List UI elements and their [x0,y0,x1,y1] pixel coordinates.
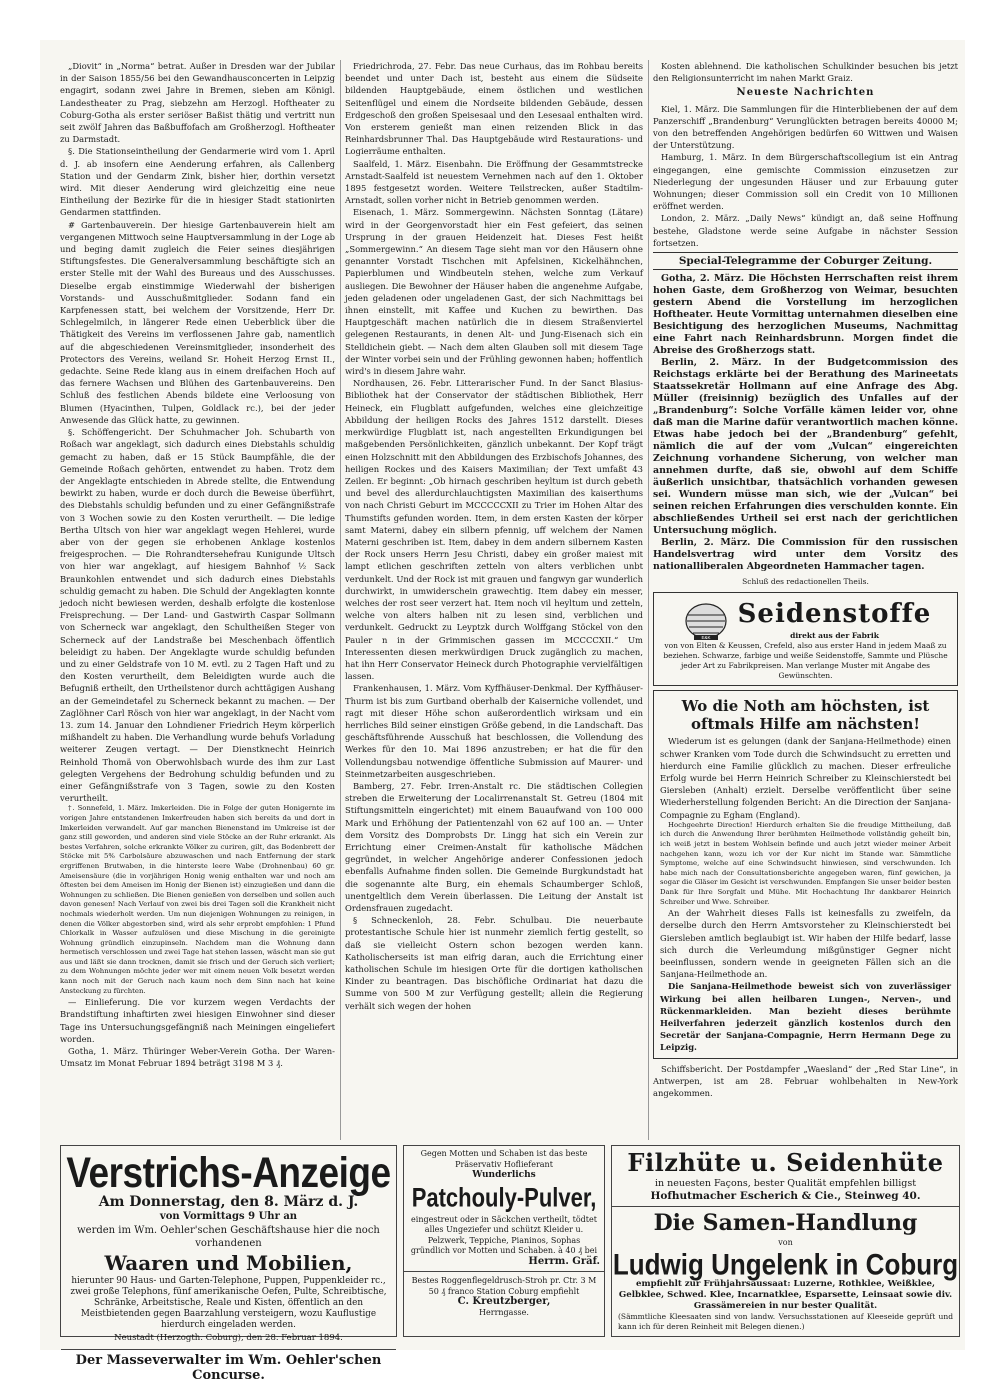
article-gotha-weber-verein: Gotha, 1. März. Thüringer Weber-Verein Gotha. Der Waren-Umsatz im Monat Februar 1894 beträgt 3198 M 3 ₰. [60,1046,335,1069]
article-einlieferung: — Einlieferung. Die vor kurzem wegen Verdachts der Brandstiftung inhaftirten zwei hiesigen Einwohner sind dieser Tage ins Untersuchungsgefängniß nach Meiningen eingeliefert worden. [60,997,335,1044]
news-hamburg: Hamburg, 1. März. In dem Bürgerschaftscollegium ist ein Antrag eingegangen, eine gemischte Commission einzusetzen zur Niederlegung der ungesunden Häuser und zur Erbauung guter Wohnungen; dieser Commission soll ein Credit von 10 Millionen eröffnet werden. [653,152,958,212]
ad-stroh-text: Bestes Roggenflegeldrusch-Stroh pr. Ctr. 3 M 50 ₰ franco Station Coburg empfiehlt [411,1276,597,1296]
ad-filzhuete-samen [611,1145,960,1337]
column-left [60,60,335,1140]
telegram-berlin-handelsvertrag: Berlin, 2. März. Die Commission für den russischen Handelsvertrag wird unter dem Vorsitz des nationalliberalen Abgeordneten Hammacher tagen. [653,537,958,573]
ad-samen-company: Ludwig Ungelenk in Coburg [612,1246,959,1282]
column-divider [340,60,341,1140]
end-editorial-mark: Schluß des redactionellen Theils. [742,577,869,587]
ad-sanjana-p1: Wiederum ist es gelungen (dank der Sanjana-Heilmethode) einen schwer Kranken vom Tode durch die Schwindsucht zu erretten und hierdurch eine Familie glücklich zu machen. Dieser erfreuliche Erfolg wurde bei Herrn Heinrich Schreiber zu Kleinschierstedt bei Giersleben (Anhalt) erzielt. Derselbe veröffentlicht über seine Wiederherstellung folgenden Bericht: An die Direction der Sanjana-Compagnie zu Egham (England). [660,736,951,820]
news-kiel: Kiel, 1. März. Die Sammlungen für die Hinterbliebenen der auf dem Panzerschiff „Brandenburg“ Verunglückten betragen bereits 40000 M; von den betreffenden Angehörigen bedürfen 60 Wittwen und Waisen der Unterstützung. [653,103,958,151]
column-divider [648,60,649,1140]
ad-patchouly-pulver [403,1145,605,1337]
ad-verstrich-goods: Waaren und Mobilien, [104,1251,353,1275]
ad-seidenstoffe-header [660,597,951,641]
telegram-gotha: Gotha, 2. März. Die Höchsten Herrschaften reist ihrem hohen Gaste, dem Großherzog von Weimar, besuchten gestern Abend die Vorstellung im herzoglichen Hoftheater. Heute Vormittag unternahmen dieselben eine Besichtigung des herzoglichen Museums, Nachmittag eine Fahrt nach Reinhardsbrunn. Morgen findet die Abreise des Großherzogs statt. [653,273,958,357]
ad-seidenstoffe [653,592,958,686]
ad-samen-note: (Sämmtliche Kleesaaten sind von landw. Versuchsstationen auf Kleeseide geprüft und kann ich für deren Reinheit mit Belegen dienen.) [618,1312,953,1331]
article-gendarmerie: §. Die Stationseintheilung der Gendarmerie wird vom 1. April d. J. ab insofern eine Aenderung erfahren, als Callenberg Station und der Gendarm Zink, bisher hier, dorthin versetzt wird. Mit dieser Aenderung wird gleichzeitig eine neue Eintheilung der Bezirke für die in hiesiger Stadt stationirten Gendarmen stattfinden. [60,146,335,218]
article-eisenach: Eisenach, 1. März. Sommergewinn. Nächsten Sonntag (Lätare) wird in der Georgenvorstadt hier ein Fest gefeiert, das seinen Ursprung in der grauen Heidenzeit hat. Dieses Fest heißt „Sommergewinn.“ An diesem Tage sieht man vor den Häusern ohne genannter Vorstadt Tischchen mit Apfelsinen, Kickelhähnchen, Papierblumen und Windbeuteln stehen, welche zum Verkauf ausliegen. Die Bewohner der Häuser haben die angenehme Aufgabe, jeden geladenen oder ungeladenen Gast, der sich Nachmittags bei ihnen einstellt, mit Kaffee und Kuchen zu bewirthen. Das Hauptgeschäft machen natürlich die in diesem Straßenviertel gelegenen Restaurants, in denen Alt- und Jung-Eisenach sich ein Stelldichein giebt. — Nach dem alten Glauben soll mit diesem Tage der Winter vorbei sein und der Frühling gewonnen haben; hoffentlich wird's in diesem Jahre wahr. [345,207,643,377]
newspaper-page [40,40,965,1383]
ad-stroh-dealer: C. Kreutzberger, [457,1296,551,1307]
news-london: London, 2. März. „Daily News“ kündigt an, daß seine Hoffnung bestehe, Gladstone werde seine Aufgabe in nächster Session fortsetzen. [653,213,958,248]
ad-sanjana-letter: Hochgeehrte Direction! Hierdurch erhalten Sie die freudige Mittheilung, daß ich durch die Anwendung Ihrer berühmten Heilmethode vollständig geheilt bin, ich weiß jetzt in bestem Wohlsein befinde und auch jetzt wieder meiner Arbeit nachgehen kann, wozu ich vor der Kur nicht im Stande war. Sämmtliche Symptome, welche auf eine Schwindsucht hinwiesen, sind verschwunden. Ich habe mich nach der Consultationsberichte angegeben waren, fünf gewichen, ja sogar die Gläser im Gesicht ist verschwunden. Empfangen Sie unser beider besten Dank für Ihre Sorgfalt und Mühe. Mit Hochachtung Ihr dankbarer Heinrich Schreiber und Wwe. Schreiber. [660,820,951,906]
ad-patchouly-dealer: Herrm. Gräf. [528,1255,600,1267]
column-right [653,60,958,1170]
article-saalfeld: Saalfeld, 1. März. Eisenbahn. Die Eröffnung der Gesammtstrecke Arnstadt-Saalfeld ist neuestem Vernehmen nach auf den 1. Oktober 1895 festgesetzt worden. Weitere Teilstrecken, außer Stadtilm-Arnstadt, sollen vorher nicht in Betrieb genommen werden. [345,158,643,206]
article-schneckenloh: § Schneckenloh, 28. Febr. Schulbau. Die neuerbaute protestantische Schule hier ist nunmehr ziemlich fertig gestellt, so daß sie vielleicht Ostern schon bezogen werden kann. Katholischerseits ist man eifrig daran, auch die Errichtung einer katholischen Schule im hiesigen Orte für die dortigen katholischen Kinder zu beantragen. Das bischöfliche Ordinariat hat dazu die Summe von 500 M zur Verfügung gestellt; allein die Regierung verhält sich wegen der hohen [345,915,643,1011]
ad-filzhuete-text: in neuesten Façons, bester Qualität empfehlen billigst [654,1178,917,1189]
article-schule-kosten: Kosten ablehnend. Die katholischen Schulkinder besuchen bis jetzt den Religionsunterricht im nahen Markt Graiz. [653,61,958,84]
ad-sanjana [653,690,958,1058]
article-friedrichroda: Friedrichroda, 27. Febr. Das neue Curhaus, das im Rohbau bereits beendet und unter Dach ist, besteht aus einem die Südseite bildenden Hauptgebäude, einem östlichen und westlichen Seitenflügel und einem die Nordseite bildenden Gebäude, dessen Erdgeschoß den großen Speisesaal und den Lesesaal enthalten wird. Von ersterem genießt man einen reizenden Blick in das Reinhardsbrunner Thal. Das Hauptgebäude wird Restaurations- und Logierräume enthalten. [345,61,643,157]
ad-filzhuete-title: Filzhüte u. Seidenhüte [627,1148,944,1177]
ad-samen-products: empfiehlt zur Frühjahrsaussaat: Luzerne, Rothklee, Weißklee, Gelbklee, Schwed. Klee, Incarnatklee, Esparsette, Leinsaat sowie div. Grassämereien in nur bester Qualität. [618,1279,953,1311]
ad-verstrich-signature: Der Masseverwalter im Wm. Oehler'schen Concurse. [61,1349,396,1383]
article-sonnefeld-imkerleiden: †. Sonnefeld, 1. März. Imkerleiden. Die in Folge der guten Honigernte im vorigen Jahre entstandenen Imkerfreuden haben sich bereits da und dort in Imkerleiden verwandelt. Auf gar manchen Bienenstand im Umkreise ist der ganz still geworden, und anderen sind viele Stöcke an der Ruhr erkrankt. Als bestes Verfahren, solche erkrankte Völker zu curiren, gilt, das Bodenbrett der Stöcke mit 5% Carbolsäure abzuwaschen und nach Entfernung der stark ergriffenen Brutwaben, in die hinterste leere Wabe (Drohnenbau) 60 gr. Ameisensäure (die in vorjährigen Honig wenig enthalten war und noch am öftesten bei dem Ameisen im Honig der Bienen ist) einzugießen und dann die Wohnungen zu schließen. Die Bienen genießen von derselben und sollen auch davon genesen! Nach Verlauf von zwei bis drei Tagen soll die Krankheit nicht nochmals wiederholt werden. Um nun diejenigen Wohnungen zu reinigen, in denen die Völker abgestorben sind, wird als sehr erprobt empfohlen: 1 Pfund Chlorkalk in Wasser aufzulösen und diese Mischung in die gereinigte Wohnung gründlich einzupinseln. Nachdem man die Wohnung dann hermetisch verschlossen und zwei Tage hat stehen lassen, wäscht man sie gut aus und läßt sie dann trocknen, damit sie frisch und der Geruch sich verliert; zu dem Wohnungen möchte jeder wer mit einem neuen Volk besetzt werden kann noch mit der Geruch nach kaum noch dem Sinn nach hat keine Ansteckung zu fürchten. [60,804,335,995]
ad-patchouly-intro: Gegen Motten und Schaben ist das beste Präservativ Hoflieferant [420,1149,588,1169]
ad-verstrich-items: hierunter 90 Haus- und Garten-Telephone, Puppen, Puppenkleider rc., zwei große Telephons, fünf amerikanische Oefen, Pulte, Schreibtische, Schränke, Arbeitstische, Reale und Kisten, öffentlich an den Meistbietenden gegen Baarzahlung versteigern, wozu Kauflustige hierdurch eingeladen werden. [70,1276,387,1330]
beehive-logo-label: E&K [701,635,711,641]
ad-seidenstoffe-text: von von Elten & Keussen, Crefeld, also aus erster Hand in jedem Maaß zu beziehen. Schwarze, farbige und weiße Seidenstoffe, Sammte und Plüsche jeder Art zu Fabrikpreisen. Man verlange Muster mit Angabe des Gewünschten. [663,641,948,681]
ad-samen-title: Die Samen-Handlung [612,1206,959,1237]
ad-samen-von: von [778,1238,793,1247]
article-nordhausen: Nordhausen, 26. Febr. Litterarischer Fund. In der Sanct Blasius-Bibliothek hat der Conservator der städtischen Bibliothek, Herr Heineck, ein Flugblatt aufgefunden, welches eine gleichzeitige Abbildung der heiligen Rocks des Jahres 1512 darstellt. Dieses merkwürdige Flugblatt ist, nach angestellten Erkundigungen bei maßgebenden Persönlichkeiten, gänzlich unbekannt. Der Kopf trägt einen Holzschnitt mit den Abbildungen des Erzbischofs Johannes, des heiligen Rockes und des Kaisers Maximilian; der Text umfaßt 43 Zeilen. Er beginnt: „Ob hirnach geschriben heyltum ist durch gebeth und bevel des allerdurchlauchtigsten Maximilian des kaiserthums von nach Christi Geburt im MCCCCCXII zu Trier im Hohen Altar des Thumstifts gefunden worden. Item, in dem ersten Kasten der körper samt Materni, dabey ein silbern pfennig, uff welchem der Namen Materni geschriben ist. Item, dabey in dem andern silbernem Kasten der Rock unsers Herrn Jesu Christi, dabey ein großer maiest mit lampt etlichen geschriften zetteln von alters verblichen unbt verdunkelt. Und der Rock ist mit grauen und fangwyn gar wunderlich durchwirkt, in umwiderschein grawechtig. Item dabey ein messer, welches der rost seer verzert hat. Item noch vil heyltum und zetteln, welche von alters halben nit zu lesen sind, verblichen und verdunkelt. Gedruckt zu Leyptzk durch Wolffgang Stöckel von den Pauler n in der Grimmischen gassen im MCCCCXII.“ Um Interessenten diesen merkwürdigen Druck zugänglich zu machen, hat ihn Herr Conservator Heineck durch Photographie vervielfältigen lassen. [345,378,643,682]
ad-stroh-address: Herrngasse. [479,1307,529,1317]
ad-sanjana-p3: An der Wahrheit dieses Falls ist keinesfalls zu zweifeln, da derselbe durch den Herrn Amtsvorsteher zu Kleinschierstedt bei Giersleben amtlich beglaubigt ist. Wir haben der Hilfe bedarf, lasse sich durch die Verleumdung mißgünstiger Gegner nicht beeinflussen, sondern wende in geeigneten Fällen sich an die Sanjana-Heilmethode an. [660,908,951,980]
ad-seidenstoffe-subtitle: direkt aus der Fabrik [790,631,879,641]
schiffsbericht: Schiffsbericht. Der Postdampfer „Waesland“ der „Red Star Line“, in Antwerpen, ist am 28. Februar wohlbehalten in New-York angekommen. [653,1063,958,1099]
telegram-block [653,273,958,573]
section-heading-neueste-nachrichten: Neueste Nachrichten [736,87,875,99]
column-middle [345,60,643,1140]
article-gartenbauverein: # Gartenbauverein. Der hiesige Gartenbauverein hielt am vergangenen Mittwoch seine Hauptversammlung in der Loge ab und beging damit zugleich die Feier seines diesjährigen Stiftungsfestes. Die Generalversammlung beschäftigte sich an erster Stelle mit der Wahl des Bureaus und des Ausschusses. Dieselbe ergab einstimmige Wiederwahl der bisherigen Vorstands- und Ausschußmitglieder. Sodann fand ein Karpfenessen statt, bei welchem der Vorsitzende, Herr Dr. Schlegelmilch, in längerer Rede einen Ueberblick über die Thätigkeit des Vereins im verflossenen Jahre gab, namentlich auf die abgeschiedenen Vereinsmitglieder, insonderheit des Protectors des Vereins, weiland Sr. Hoheit Herzog Ernst II., gedachte. Seine Rede klang aus in einem dreifachen Hoch auf das fernere Wachsen und Blühen des Gartenbauvereins. Den Schluß des festlichen Abends bildete eine Verloosung von Blumen (Hyacinthen, Tulpen, Goldlack rc.), bei der jeder Anwesende das Glück hatte, zu gewinnen. [60,219,335,425]
ad-verstrich-title: Verstrichs-Anzeige [66,1148,391,1196]
ad-verstrich-date: Am Donnerstag, den 8. März d. J. [98,1194,359,1210]
bottom-advertisements [60,1145,959,1383]
ad-verstrichs-anzeige [60,1145,397,1383]
ad-patchouly-brand: Wunderlichs [472,1170,536,1180]
article-frankenhausen: Frankenhausen, 1. März. Vom Kyffhäuser-Denkmal. Der Kyffhäuser-Thurm ist bis zum Gurtband oberhalb der Kaiserniche vollendet, und ragt mit dieser Höhe schon außerordentlich wirksam und ein herrliches Bild seiner einstigen Größe gebend, in die Landschaft. Das geschäftsführende Ausschuß hat beschlossen, die Vollendung des Werkes für den 10. Mai 1896 anzustreben; er hat die für den Vollendungsbau notwendige öffentliche Submission auf Maurer- und Steinmetzarbeiten ausgeschrieben. [345,683,643,779]
article-schoeffengericht: §. Schöffengericht. Der Schuhmacher Joh. Schubarth von Roßach war angeklagt, sich dadurch eines Diebstahls schuldig gemacht zu haben, daß er 15 Stück Baumpfähle, die der Gemeinde Roßach gehörten, entwendet zu haben. Trotz dem der Angeklagte entschieden in Abrede stellte, die Entwendung bewirkt zu haben, wurde er doch durch die Beweise überführt, des Diebstahls schuldig befunden und zu einer Gefängnißstrafe von 3 Wochen sowie zu den Kosten verurtheilt. — Die ledige Bertha Ultsch von hier war angeklagt wegen Hehlerei, wurde aber von der gegen sie erhobenen Anklage kostenlos freigesprochen. — Die Rohrandtersehefrau Kunigunde Ultsch von hier war angeklagt, auf hiesigem Bahnhof ½ Sack Braunkohlen entwendet und sich dadurch eines Diebstahls schuldig gemacht zu haben. Die Schuld der Angeklagten konnte jedoch nicht bewiesen werden, deshalb erfolgte die kostenlose Freisprechung. — Der Land- und Gastwirth Caspar Sollmann von Scherneck war angeklagt, den Schultheißen Steger von Scherneck auf der Landstraße bei Meschenbach öffentlich beleidigt zu haben. Der Angeklagte wurde schuldig befunden und zu einer Geldstrafe von 10 M. evtl. zu 2 Tagen Haft und zu den Kosten verurtheilt, dem Beleidigten wurde auch die Befugniß ertheilt, den Urtheilstenor durch achttägigen Aushang an der Gemeindetafel zu Scherneck bekannt zu machen. — Der Zaglöhner Carl Rösch von hier war angeklagt, in der Nacht vom 13. zum 14. Januar den Lohndiener Friedrich Heym körperlich mißhandelt zu haben. Die Verhandlung wurde behufs Vorladung weiterer Zeugen vertagt. — Der Dienstknecht Heinrich Reinhold Thomä von Oberwohlsbach wurde des ihm zur Last gelegten Vergehens der Bedrohung schuldig befunden und zu einer Gefängnißstrafe von 3 Tagen, sowie zu den Kosten verurtheilt. [60,427,335,804]
ad-divider [404,1271,604,1272]
ad-patchouly-title: Patchouly-Pulver, [411,1181,597,1212]
article-bamberg: Bamberg, 27. Febr. Irren-Anstalt rc. Die städtischen Collegien streben die Erweiterung der Localirrenanstalt St. Getreu (1804 mit Stiftungsmitteln eingerichtet) mit einem Bauaufwand von 100 000 Mark und Erhöhung der Patientenzahl von 62 auf 100 an. — Unter dem Vorsitz des Domprobsts Dr. Lingg hat sich ein Verein zur Errichtung einer Creimen-Anstalt für katholische Mädchen gegründet, in welcher Angehörige anderer Confessionen jedoch ebenfalls Aufnahme finden sollen. Die Gemeinde Burgkundstadt hat die sogenannte alte Burg, ein ehemals Schaumberger Schloß, unentgeltlich dem Verein überlassen. Die Leitung der Anstalt ist Ordensfrauen zugedacht. [345,780,643,914]
telegram-berlin-budget: Berlin, 2. März. In der Budgetcommission des Reichstags erklärte bei der Berathung des Marineetats Staatssekretär Hollmann auf eine Anfrage des Abg. Müller (freisinnig) bezüglich des Unfalles auf der „Brandenburg“: Solche Vorfälle kämen leider vor, ohne daß man die Marine dafür verantwortlich machen könne. Etwas habe jedoch bei der „Brandenburg“ gefehlt, nämlich die auf der vom „Vulcan“ eingereichten Zeichnung vorhandene Sicherung, von welcher man annehmen durfte, daß sie, obwohl auf dem Schiffe äußerlich unsichtbar, thatsächlich vorhanden gewesen sei. Wundern müsse man sich, wie der „Vulcan“ bei seinen reichen Erfahrungen dies verschulden konnte. Ein abschließendes Urtheil sei erst nach der gerichtlichen Untersuchung möglich. [653,357,958,537]
ad-verstrich-time: von Vormittags 9 Uhr an [159,1211,298,1222]
section-heading-telegramme: Special-Telegramme der Coburger Zeitung. [653,252,958,270]
article-jubilar: „Diovit“ in „Norma“ betrat. Außer in Dresden war der Jubilar in der Saison 1855/56 bei den Gewandhausconcerten in Leipzig engagirt, sodann zwei Jahre in Bremen, sieben am Königl. Landestheater zu Prag, siebzehn am Herzogl. Hoftheater zu Coburg-Gotha als erster seriöser Baßist thätig und vertritt nun seit zwölf Jahren das Baßbuffofach am Großherzogl. Hoftheater zu Darmstadt. [60,61,335,145]
ad-sanjana-p4: Die Sanjana-Heilmethode beweist sich von zuverlässiger Wirkung bei allen heilbaren Lungen-, Nerven-, und Rückenmarkleiden. Man bezieht dieses berühmte Heilverfahren jederzeit gänzlich kostenlos durch den Secretär der Sanjana-Compagnie, Herrn Hermann Dege zu Leipzig. [660,981,951,1053]
ad-sanjana-title: Wo die Noth am höchsten, ist oftmals Hilfe am nächsten! [681,697,930,734]
ad-filzhuete-maker: Hofhutmacher Escherich & Cie., Steinweg 40. [650,1190,921,1202]
ad-verstrich-intro: werden im Wm. Oehler'schen Geschäftshause hier die noch vorhandenen [77,1225,380,1249]
ad-seidenstoffe-title: Seidenstoffe [737,599,932,630]
ad-verstrich-place: Neustadt (Herzogth. Coburg), den 28. Februar 1894. [114,1333,343,1343]
beehive-logo-icon [680,597,732,641]
ad-patchouly-text: eingestreut oder in Säckchen vertheilt, tödtet alles Ungeziefer und schützt Kleider u. Pelzwerk, Teppiche, Pianinos, Sophas gründlich vor Motten und Schaben. à 40 ₰ bei [410,1214,598,1255]
